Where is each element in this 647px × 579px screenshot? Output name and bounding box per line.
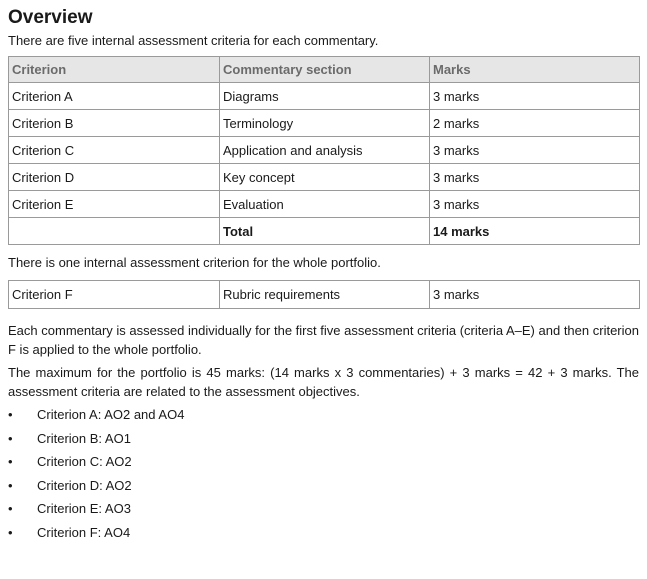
list-item bbox=[8, 428, 639, 452]
list-item bbox=[8, 475, 639, 499]
maximum-marks-paragraph: The maximum for the portfolio is 45 marks: (14 marks x 3 commentaries) + 3 marks = 42 + 3 marks. The assessment criteria are related to the assessment objectives. bbox=[8, 365, 639, 399]
list-item bbox=[8, 451, 639, 475]
section-cell: Key concept bbox=[220, 164, 430, 191]
marks-cell: 3 marks bbox=[430, 137, 640, 164]
table-row bbox=[9, 281, 640, 309]
bullet-icon: • bbox=[8, 430, 13, 446]
marks-cell: 3 marks bbox=[430, 281, 640, 309]
table-row bbox=[9, 164, 640, 191]
criterion-cell: Criterion E bbox=[9, 191, 220, 218]
criterion-cell: Criterion B bbox=[9, 110, 220, 137]
section-cell: Rubric requirements bbox=[220, 281, 430, 309]
criterion-cell: Criterion C bbox=[9, 137, 220, 164]
intro-text: There are five internal assessment criteria for each commentary. bbox=[8, 33, 379, 48]
list-item-text: Criterion E: AO3 bbox=[37, 501, 131, 517]
portfolio-criterion-text: There is one internal assessment criterion for the whole portfolio. bbox=[8, 255, 381, 270]
marks-cell: 3 marks bbox=[430, 164, 640, 191]
list-item-text: Criterion F: AO4 bbox=[37, 524, 131, 540]
criteria-table bbox=[8, 56, 640, 245]
section-cell: Terminology bbox=[220, 110, 430, 137]
total-marks: 14 marks bbox=[430, 218, 640, 245]
list-item-text: Criterion B: AO1 bbox=[37, 430, 131, 446]
bullet-icon: • bbox=[8, 477, 13, 493]
bullet-icon: • bbox=[8, 407, 13, 422]
empty-cell bbox=[9, 218, 220, 245]
assessment-paragraph: Each commentary is assessed individually for the first five assessment criteria (criteria A–E) and then criterion F is applied to the whole portfolio. bbox=[8, 323, 639, 357]
list-item bbox=[8, 498, 639, 522]
bullet-icon: • bbox=[8, 501, 13, 517]
marks-cell: 3 marks bbox=[430, 83, 640, 110]
column-header-marks: Marks bbox=[430, 57, 640, 83]
marks-cell: 3 marks bbox=[430, 191, 640, 218]
list-item-text: Criterion A: AO2 and AO4 bbox=[37, 407, 185, 422]
list-item bbox=[8, 522, 639, 546]
table-row bbox=[9, 191, 640, 218]
table-row bbox=[9, 110, 640, 137]
page-title: Overview bbox=[8, 7, 93, 28]
column-header-criterion: Criterion bbox=[9, 57, 220, 83]
table-row bbox=[9, 137, 640, 164]
section-cell: Application and analysis bbox=[220, 137, 430, 164]
bullet-icon: • bbox=[8, 524, 13, 540]
column-header-commentary-section: Commentary section bbox=[220, 57, 430, 83]
table-header-row bbox=[9, 57, 640, 83]
assessment-objectives-list bbox=[8, 404, 639, 546]
total-label: Total bbox=[220, 218, 430, 245]
list-item-text: Criterion D: AO2 bbox=[37, 477, 132, 493]
criterion-cell: Criterion F bbox=[9, 281, 220, 309]
table-row bbox=[9, 83, 640, 110]
total-row bbox=[9, 218, 640, 245]
marks-cell: 2 marks bbox=[430, 110, 640, 137]
portfolio-criterion-table bbox=[8, 280, 640, 309]
bullet-icon: • bbox=[8, 454, 13, 470]
list-item bbox=[8, 404, 639, 428]
criterion-cell: Criterion A bbox=[9, 83, 220, 110]
section-cell: Evaluation bbox=[220, 191, 430, 218]
section-cell: Diagrams bbox=[220, 83, 430, 110]
criterion-cell: Criterion D bbox=[9, 164, 220, 191]
list-item-text: Criterion C: AO2 bbox=[37, 454, 132, 470]
